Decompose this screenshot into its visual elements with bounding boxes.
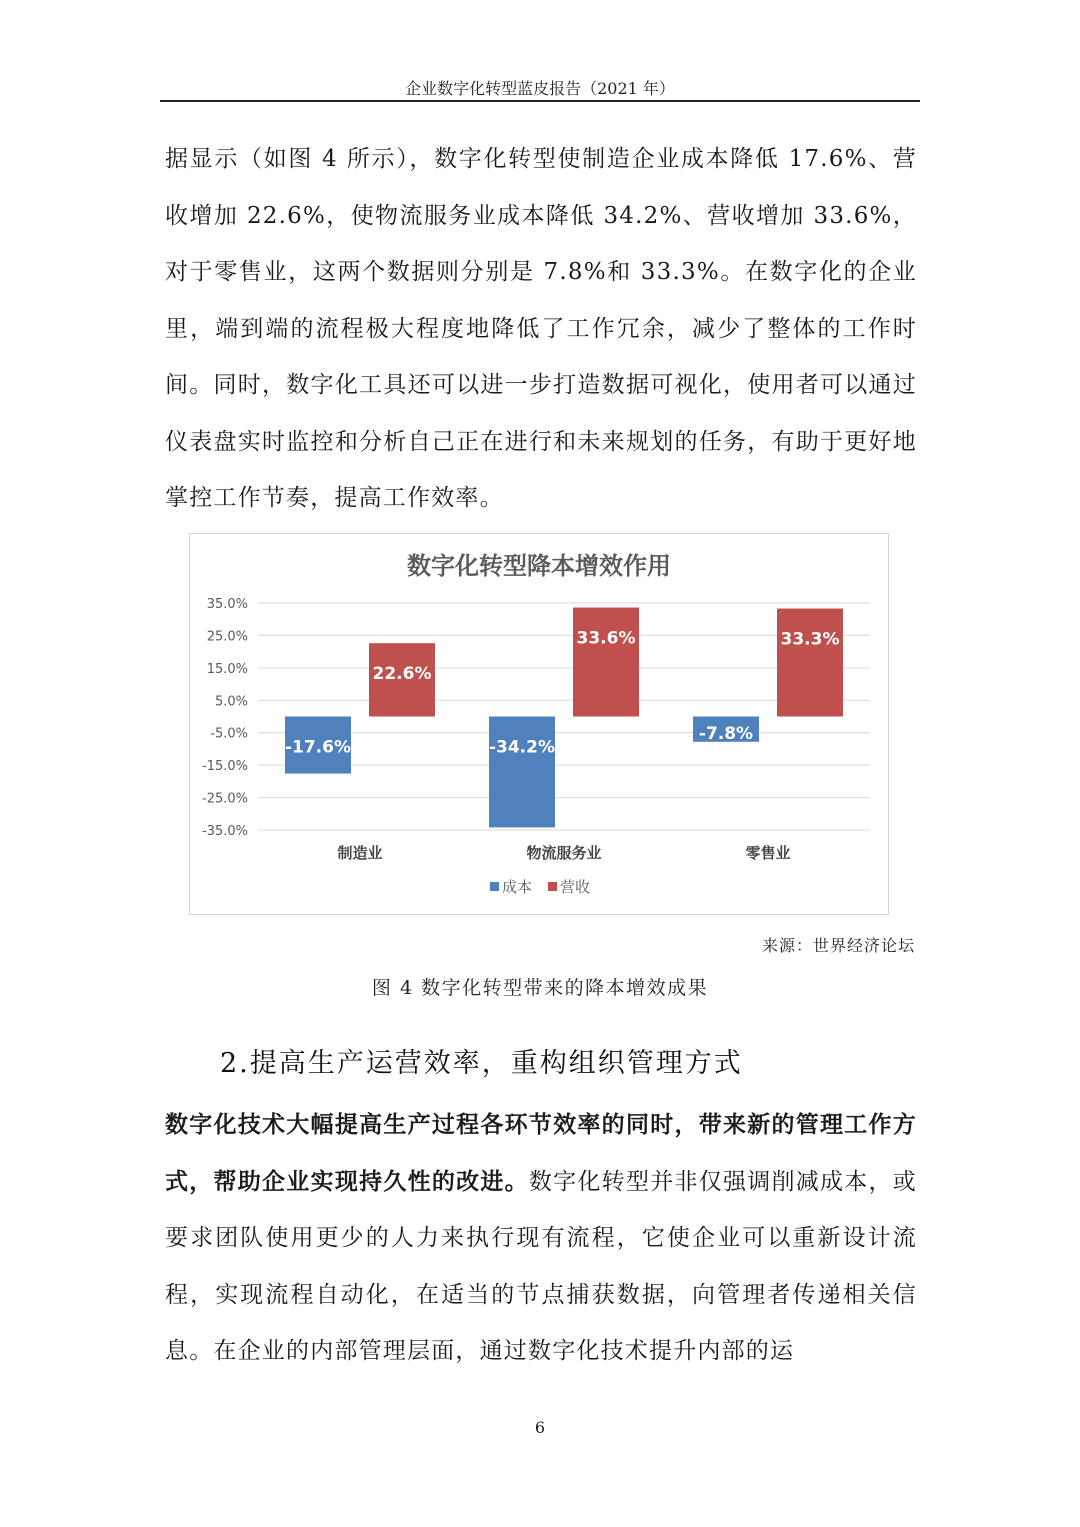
source-note: 来源：世界经济论坛 (761, 936, 915, 955)
chart-title: 数字化转型降本增效作用 (407, 552, 671, 580)
data-label: 22.6% (372, 664, 432, 685)
y-tick-label: 15.0% (206, 661, 248, 677)
y-tick-label: 35.0% (206, 597, 248, 612)
data-label: -34.2% (488, 737, 556, 758)
data-label: 33.6% (576, 628, 636, 649)
legend-swatch (490, 882, 499, 891)
data-label: 33.3% (780, 629, 840, 650)
bar-chart (190, 534, 888, 914)
y-tick-label: 25.0% (206, 629, 248, 645)
running-header-title: 企业数字化转型蓝皮报告（2021 年） (405, 79, 675, 98)
legend-label: 营收 (560, 878, 591, 896)
paragraph-bold-lead: 数字化技术大幅提高生产过程各环节效率的同时，带来新的管理工作方式，帮助企业实现持久性的改进。 (165, 1112, 917, 1195)
y-tick-label: 5.0% (214, 694, 248, 710)
data-label: -7.8% (698, 724, 754, 745)
figure-caption: 图 4 数字化转型带来的降本增效成果 (371, 977, 709, 999)
category-label: 零售业 (745, 844, 791, 862)
paragraph-body: 数字化转型并非仅强调削减成本，或要求团队使用更少的人力来执行现有流程，它使企业可以重新设计流程，实现流程自动化，在适当的节点捕获数据，向管理者传递相关信息。在企业的内部管理层面，通过数字化技术提升内部的运 (165, 1168, 918, 1364)
page-number: 6 (534, 1418, 546, 1437)
bar-cost-1 (489, 717, 555, 828)
y-tick-label: -5.0% (210, 726, 248, 742)
legend-label: 成本 (502, 878, 533, 896)
header-rule (160, 100, 920, 102)
data-label: -17.6% (284, 737, 352, 758)
section-heading: 2.提高生产运营效率，重构组织管理方式 (220, 1048, 743, 1079)
body-paragraph-1: 据显示（如图 4 所示），数字化转型使制造企业成本降低 17.6%、营收增加 22.6%，使物流服务业成本降低 34.2%、营收增加 33.6%，对于零售业，这两个数据则分别是 7.8%和 33.3%。在数字化的企业里，端到端的流程极大程度地降低了工作冗余，减少了整体的工作时间。同时，数字化工具还可以进一步打造数据可视化，使用者可以通过仪表盘实时监控和分析自己正在进行和未来规划的任务，有助于更好地掌控工作节奏，提高工作效率。 (165, 146, 917, 511)
legend-swatch (548, 882, 557, 891)
chart-container (189, 533, 889, 915)
y-tick-label: -35.0% (202, 824, 248, 839)
category-label: 制造业 (337, 844, 383, 862)
category-label: 物流服务业 (526, 844, 602, 862)
bar-revenue-2 (777, 609, 843, 717)
bar-revenue-1 (573, 608, 639, 717)
body-paragraph-2 (165, 1097, 917, 1380)
y-tick-label: -25.0% (202, 791, 248, 807)
y-tick-label: -15.0% (202, 759, 248, 775)
